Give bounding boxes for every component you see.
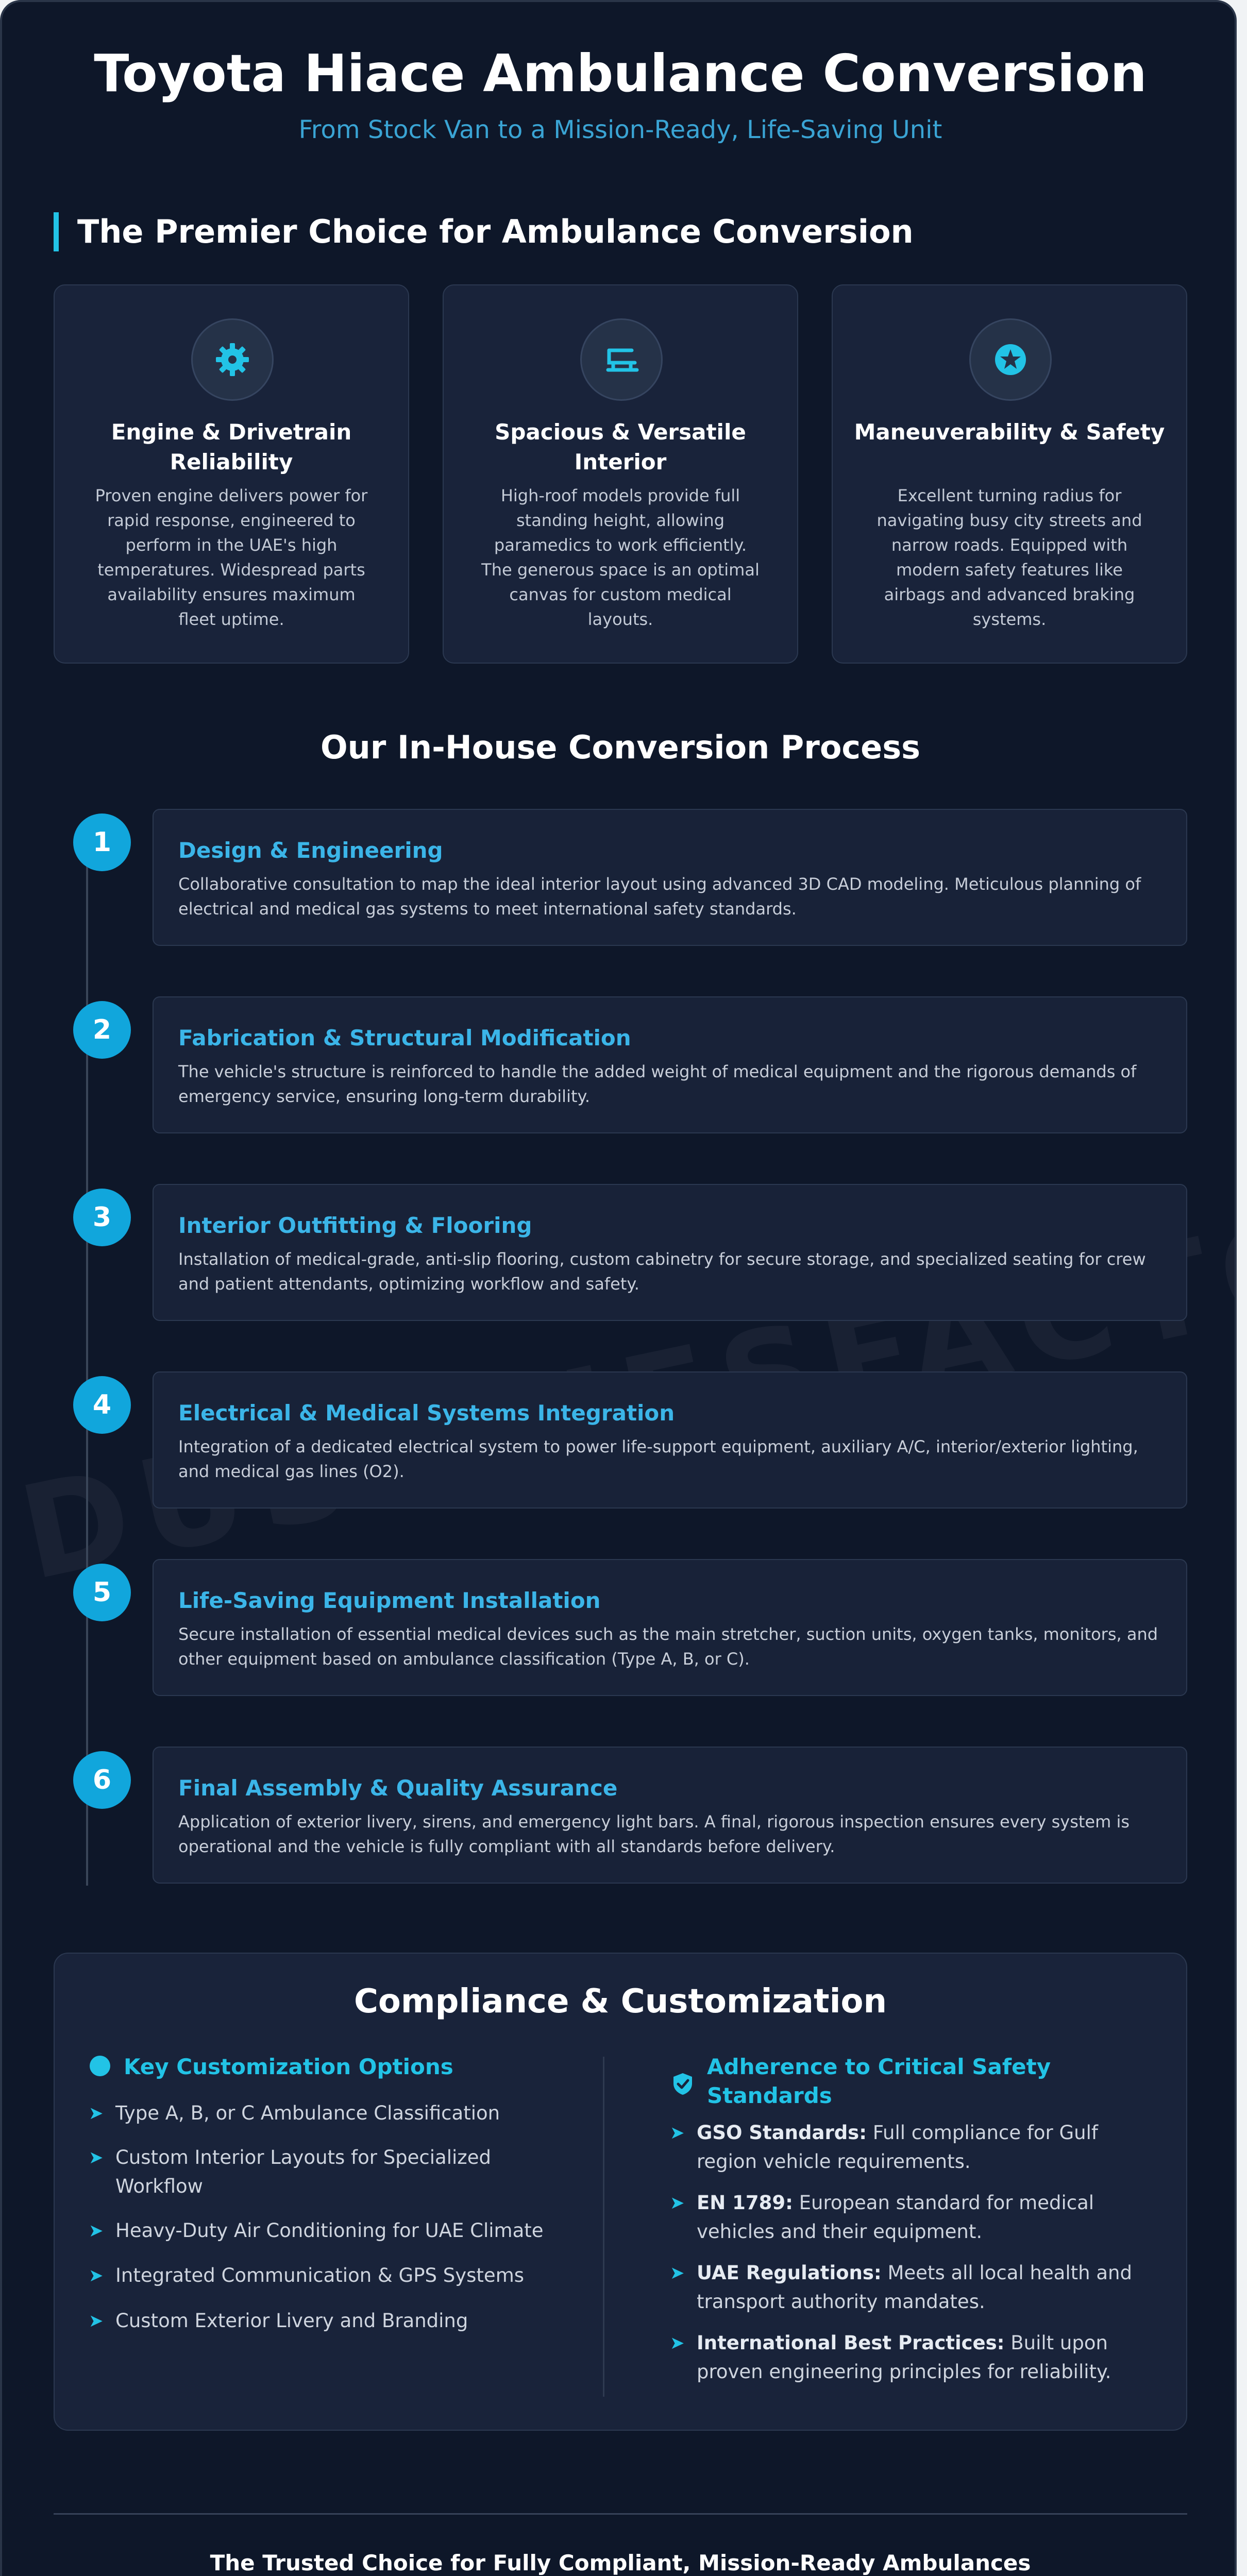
safety-star-icon [969,318,1052,401]
page-title: Toyota Hiace Ambulance Conversion [94,43,1147,104]
footer-tagline: The Trusted Choice for Fully Compliant, Mission-Ready Ambulances [210,2550,1031,2575]
process-section-title: Our In-House Conversion Process [320,728,921,766]
step-title: Fabrication & Structural Modification [178,1025,631,1050]
compliance-title: Compliance & Customization [353,1982,887,2021]
feature-text: Excellent turning radius for navigating busy city streets and narrow roads. Equipped with modern safety features like airbags and advanced braking systems. [877,486,1142,629]
customization-item: ➤ Heavy-Duty Air Conditioning for UAE Climate [89,2216,552,2245]
process-step-card [153,1184,1187,1321]
standards-item: ➤ EN 1789: European standard for medical vehicles and their equipment. [670,2189,1159,2246]
footer-divider [54,2513,1187,2515]
customization-item: ➤ Custom Interior Layouts for Specialized Workflow [89,2143,552,2201]
step-title: Life-Saving Equipment Installation [178,1588,601,1613]
step-text: The vehicle's structure is reinforced to handle the added weight of medical equipment and the rigorous demands of emergency service, ensuring long-term durability. [178,1062,1137,1106]
standards-heading: Adherence to Critical Safety Standards [707,2054,1051,2108]
arrow-icon: ➤ [89,2221,104,2241]
process-step-card [153,1747,1187,1884]
step-number-badge: 6 [73,1751,131,1809]
arrow-icon: ➤ [89,2311,104,2331]
arrow-icon: ➤ [670,2123,685,2143]
feature-text: High-roof models provide full standing height, allowing paramedics to work efficiently. The generous space is an optimal canvas for custom medical layouts. [481,486,760,629]
arrow-icon: ➤ [670,2193,685,2213]
step-text: Secure installation of essential medical devices such as the main stretcher, suction units, oxygen tanks, monitors, and other equipment based on ambulance classification (Type A, B, or C). [178,1624,1158,1669]
customization-item: ➤ Type A, B, or C Ambulance Classification [89,2099,552,2128]
customization-heading: Key Customization Options [90,2053,453,2081]
arrow-icon: ➤ [670,2263,685,2283]
process-step-card [153,809,1187,946]
feature-title: Maneuverability & Safety [854,419,1165,445]
step-text: Installation of medical-grade, anti-slip flooring, custom cabinetry for secure storage, and specialized seating for crew and patient attendants, optimizing workflow and safety. [178,1249,1146,1294]
standards-item: ➤ GSO Standards: Full compliance for Gulf region vehicle requirements. [670,2119,1159,2176]
customization-item: ➤ Integrated Communication & GPS Systems [89,2261,552,2290]
step-text: Integration of a dedicated electrical system to power life-support equipment, auxiliary A/C, interior/exterior lighting, and medical gas lines (O2). [178,1437,1138,1481]
premier-section-title: The Premier Choice for Ambulance Conversion [54,212,914,251]
standards-item: ➤ UAE Regulations: Meets all local health and transport authority mandates. [670,2259,1159,2316]
step-number-badge: 4 [73,1376,131,1434]
arrow-icon: ➤ [89,2265,104,2286]
page-subtitle: From Stock Van to a Mission-Ready, Life-Saving Unit [298,115,942,144]
step-text: Collaborative consultation to map the ideal interior layout using advanced 3D CAD modeling. Meticulous planning of electrical and medical gas systems to meet international safety standards. [178,874,1141,919]
step-title: Final Assembly & Quality Assurance [178,1775,618,1801]
step-number-badge: 5 [73,1564,131,1621]
feature-card-safety [832,284,1187,664]
customization-item: ➤ Custom Exterior Livery and Branding [89,2307,552,2335]
arrow-icon: ➤ [89,2147,104,2168]
feature-title: Engine & Drivetrain Reliability [111,419,352,474]
feature-card-interior [443,284,798,664]
standards-item: ➤ International Best Practices: Built upon proven engineering principles for reliability. [670,2329,1159,2386]
feature-card-engine [54,284,409,664]
column-divider [603,2057,604,2397]
step-title: Electrical & Medical Systems Integration [178,1400,675,1426]
feature-title: Spacious & Versatile Interior [495,419,746,474]
process-step-card [153,996,1187,1133]
arrow-icon: ➤ [670,2333,685,2353]
compliance-panel [54,1953,1187,2431]
step-title: Interior Outfitting & Flooring [178,1213,532,1238]
engine-gear-icon [191,318,274,401]
step-number-badge: 1 [73,814,131,871]
feature-text: Proven engine delivers power for rapid response, engineered to perform in the UAE's high temperatures. Widespread parts availability ensures maximum fleet uptime. [95,486,368,629]
shield-check-icon [672,2072,694,2096]
process-step-card [153,1559,1187,1696]
timeline-line [86,842,88,1886]
stretcher-icon [580,318,663,401]
step-number-badge: 3 [73,1189,131,1246]
arrow-icon: ➤ [89,2103,104,2124]
dot-icon [90,2056,110,2076]
step-text: Application of exterior livery, sirens, and emergency light bars. A final, rigorous inspection ensures every system is operational and the vehicle is fully compliant with all standards before delivery. [178,1812,1130,1856]
process-step-card [153,1371,1187,1509]
step-number-badge: 2 [73,1001,131,1059]
step-title: Design & Engineering [178,838,443,863]
